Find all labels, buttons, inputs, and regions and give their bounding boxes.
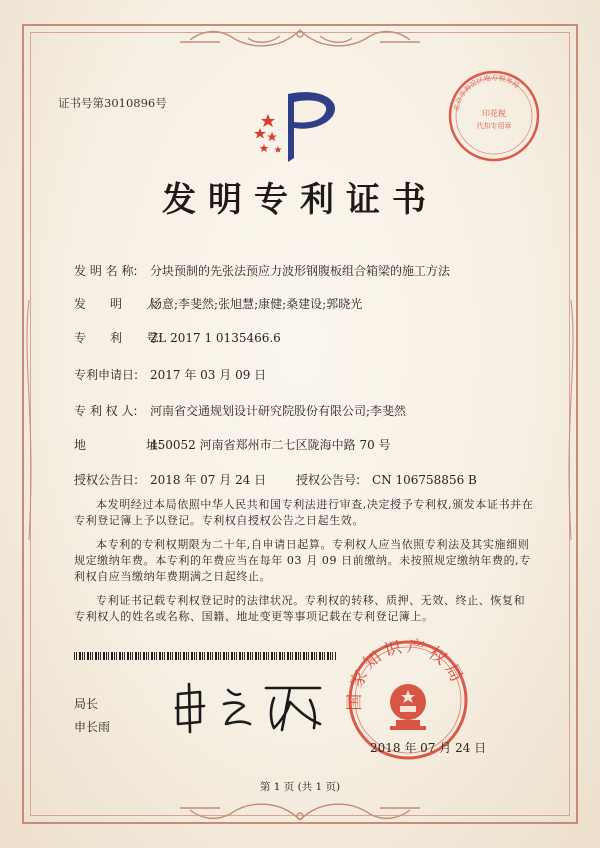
- top-ornament: [160, 26, 440, 56]
- paragraph-3: 专利证书记载专利权登记时的法律状况。专利权的转移、质押、无效、终止、恢复和专利权人的姓名或名称、国籍、地址变更等事项记载在专利登记簿上。: [74, 594, 526, 623]
- invention-name-value: 分块预制的先张法预应力波形钢腹板组合箱梁的施工方法: [150, 264, 451, 278]
- signatory-title: 局长: [74, 697, 99, 711]
- tax-stamp: [444, 66, 544, 166]
- patentee-label: 专 利 权 人:: [74, 404, 138, 418]
- svg-text:代扣专用章: 代扣专用章: [476, 122, 512, 130]
- inventors-value: 汤意;李斐然;张旭慧;康健;桑建设;郭晓光: [150, 297, 363, 311]
- filing-date-label: 专利申请日:: [74, 368, 139, 382]
- filing-date-value: 2017 年 03 月 09 日: [150, 368, 267, 382]
- grant-pub-no-label: 授权公告号:: [296, 473, 361, 487]
- left-ornament: [22, 300, 36, 540]
- right-ornament: [564, 300, 578, 540]
- grant-pub-no-value: CN 106758856 B: [372, 473, 477, 487]
- paragraph-2: 本专利的专利权期限为二十年,自申请日起算。专利权人应当依照专利法及其实施细则规定缴纳年费。本专利的年费应当在每年 03 月 09 日前缴纳。未按照规定缴纳年费的,专利权自应当缴纳年费期满之日起终止。: [74, 538, 531, 583]
- handwritten-signature: [170, 680, 330, 734]
- seal-text: 国家知识产权局: [344, 636, 469, 711]
- certificate-title: 发明专利证书: [162, 180, 438, 220]
- svg-text:北京市海淀区地方税务局: 北京市海淀区地方税务局: [452, 73, 521, 112]
- cnipa-logo: [248, 88, 348, 168]
- patent-number-value: ZL 2017 1 0135466.6: [150, 331, 281, 345]
- patent-number-label: 专 利 号:: [74, 331, 163, 345]
- address-label: 地 址:: [74, 438, 163, 452]
- paragraph-1: 本发明经过本局依照中华人民共和国专利法进行审查,决定授予专利权,颁发本证书并在专利登记簿上予以登记。专利权自授权公告之日起生效。: [74, 498, 534, 527]
- certificate-number: 证书号第3010896号: [58, 96, 167, 110]
- signatory-name: 申长雨: [74, 720, 111, 734]
- inventors-label: 发 明 人:: [74, 297, 163, 311]
- grant-date-value: 2018 年 07 月 24 日: [150, 473, 267, 487]
- grant-date-label: 授权公告日:: [74, 473, 139, 487]
- invention-name-label: 发 明 名 称:: [74, 264, 138, 278]
- page-footer: 第 1 页 (共 1 页): [259, 781, 341, 793]
- patentee-value: 河南省交通规划设计研究院股份有限公司;李斐然: [150, 404, 407, 418]
- svg-text:印花税: 印花税: [482, 109, 506, 118]
- address-value: 450052 河南省郑州市二七区陇海中路 70 号: [150, 438, 391, 452]
- bottom-ornament: [160, 796, 440, 824]
- barcode: [74, 652, 336, 660]
- seal-date: 2018 年 07 月 24 日: [370, 741, 487, 755]
